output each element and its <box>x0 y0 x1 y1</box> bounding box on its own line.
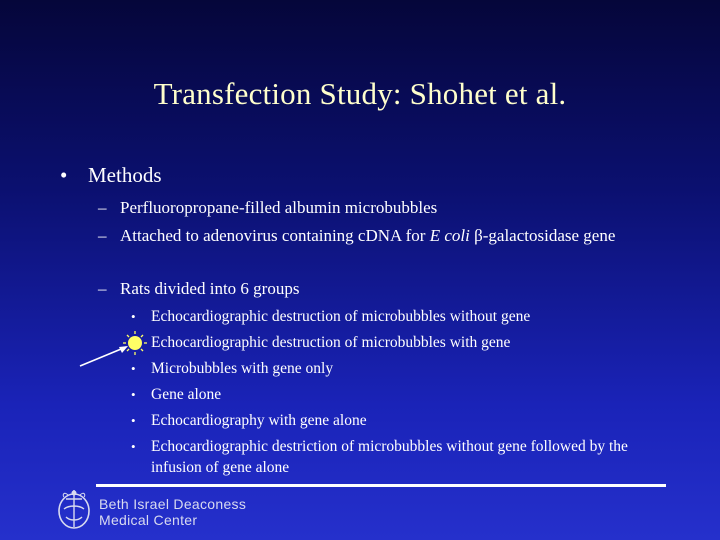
subbullet-text-part: Attached to adenovirus containing cDNA for <box>120 226 430 245</box>
org-name <box>99 497 246 527</box>
group-text: Microbubbles with gene only <box>151 360 334 377</box>
footer-divider <box>96 484 666 487</box>
group-text: Echocardiographic destriction of microbubbles without gene followed by the infusion of gene alone <box>151 438 628 476</box>
subbullet-text: Rats divided into 6 groups <box>120 279 300 298</box>
slide-title: Transfection Study: Shohet et al. <box>153 76 567 111</box>
group-bullet: • <box>131 413 136 428</box>
dash-marker: – <box>98 198 107 217</box>
group-text: Echocardiography with gene alone <box>151 412 367 429</box>
subbullet-text-part: β-galactosidase gene <box>469 226 616 245</box>
highlight-arrow-icon <box>78 330 148 370</box>
group-text: Echocardiographic destruction of microbubbles without gene <box>151 308 531 325</box>
group-bullet: • <box>131 387 136 402</box>
group-bullet: • <box>131 439 136 454</box>
subbullet-text <box>120 225 680 247</box>
group-text: Gene alone <box>151 386 222 403</box>
dash-marker: – <box>98 226 107 245</box>
org-name-line2: Medical Center <box>99 512 198 528</box>
bullet-marker: • <box>60 163 68 187</box>
dash-marker: – <box>98 279 107 298</box>
subbullet-text-italic: E coli <box>429 226 470 245</box>
subbullet-text: Perfluoropropane-filled albumin microbubbles <box>120 198 438 217</box>
org-name-line1: Beth Israel Deaconess <box>99 496 247 512</box>
group-bullet: • <box>131 361 136 376</box>
bullet-text: Methods <box>88 163 162 187</box>
beth-israel-seal-icon <box>54 487 94 531</box>
group-bullet: • <box>131 309 136 324</box>
group-text: Echocardiographic destruction of microbubbles with gene <box>151 334 511 351</box>
